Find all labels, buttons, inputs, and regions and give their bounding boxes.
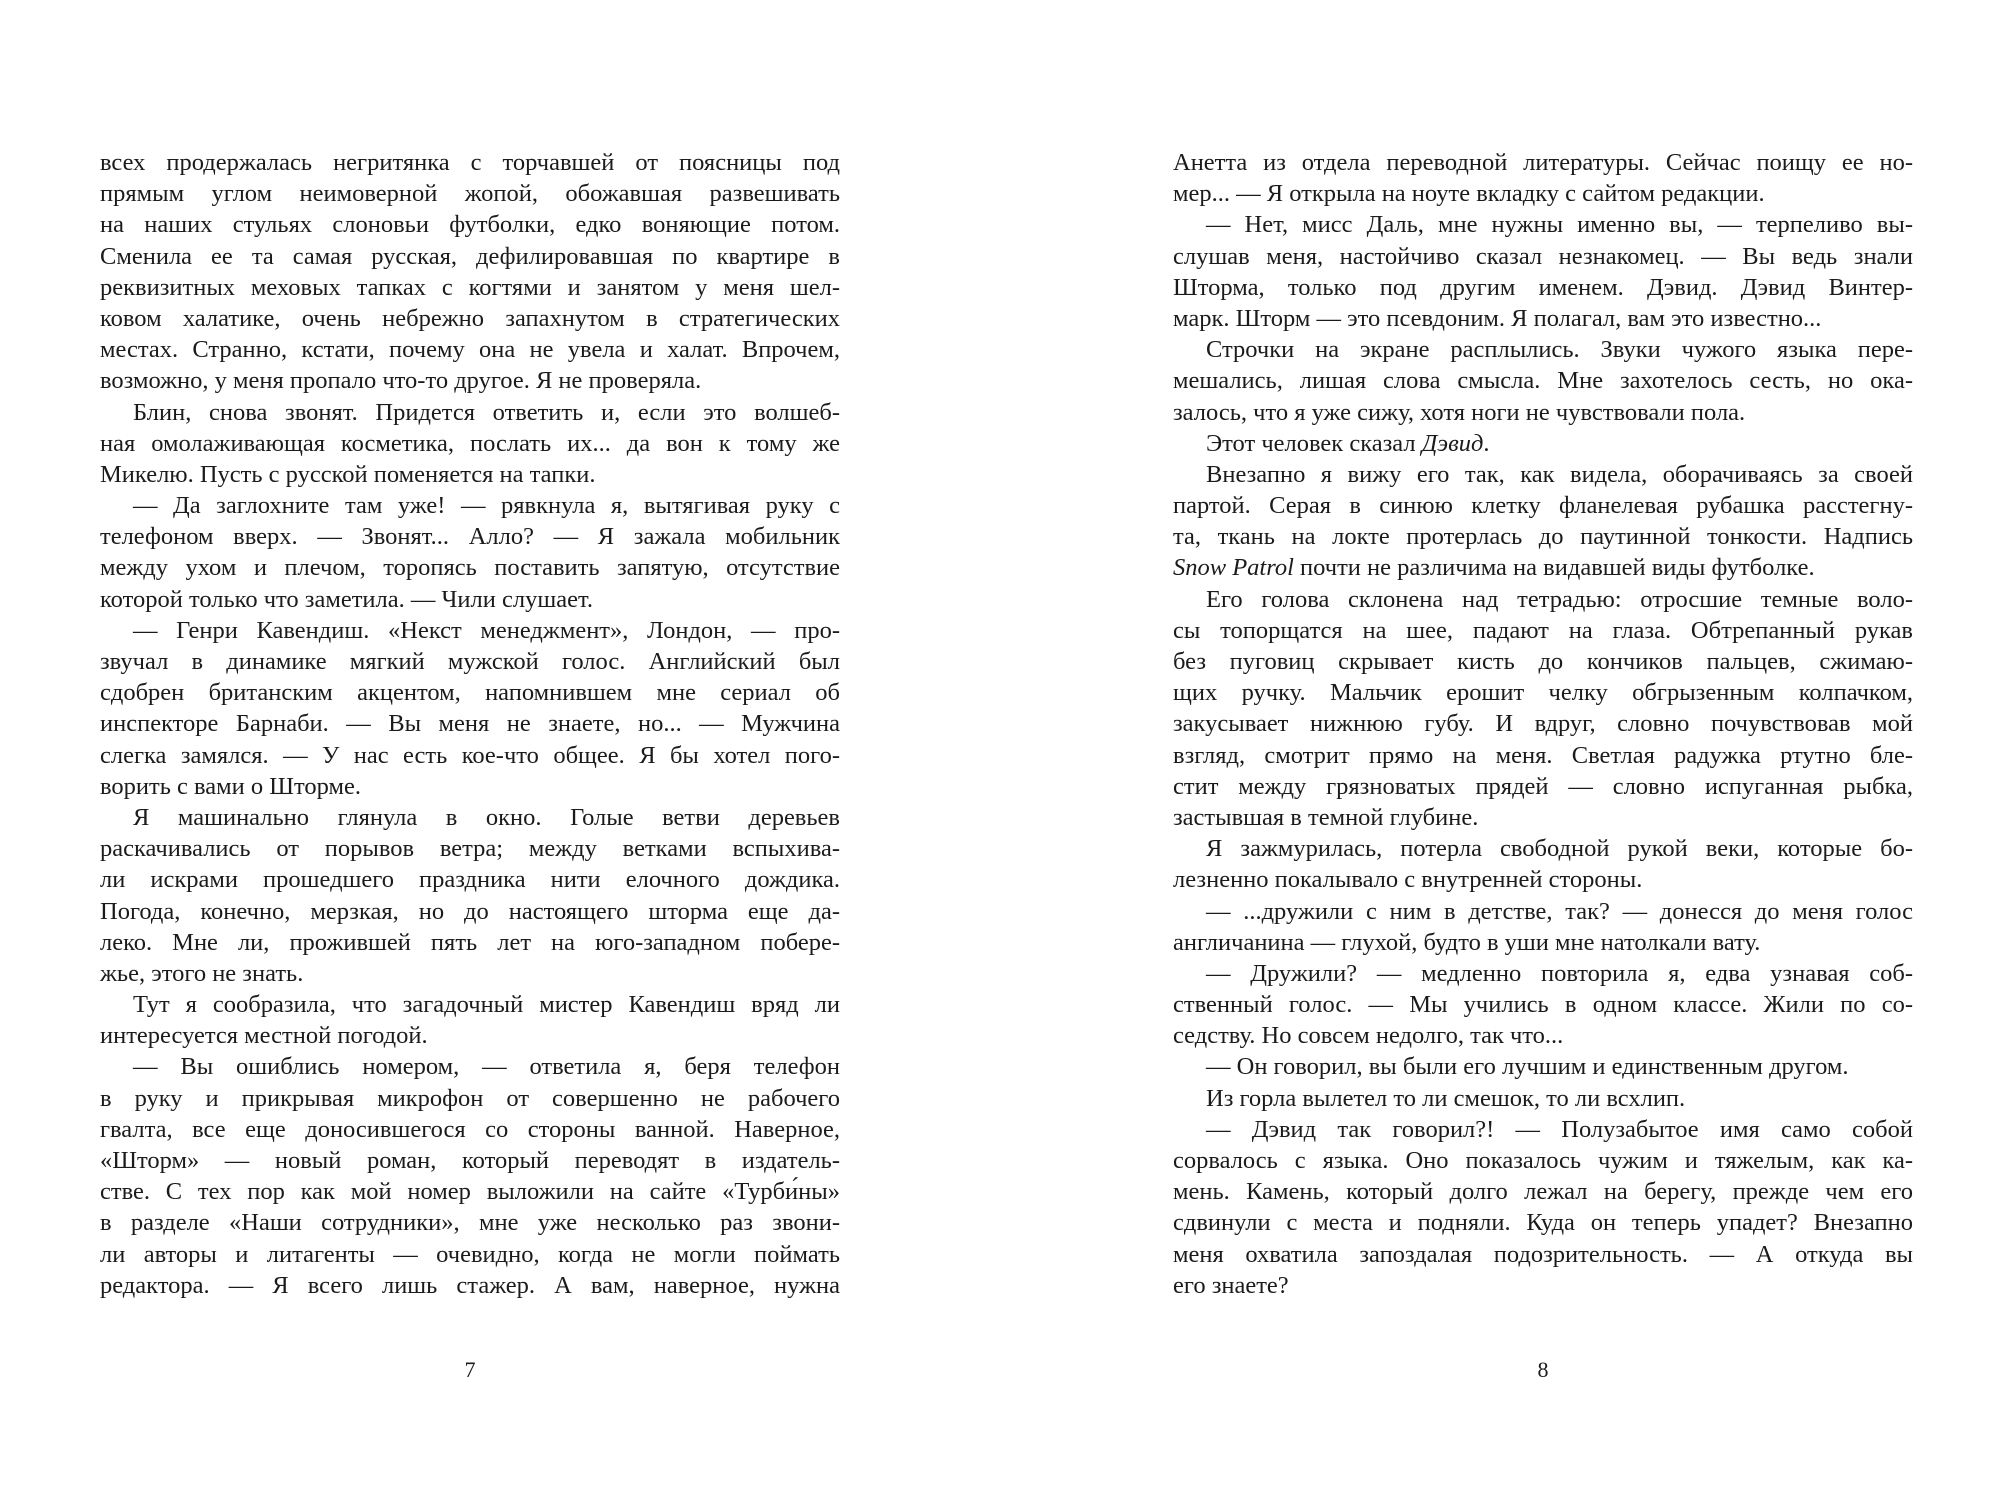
line-text: Строчки на экране расплылись. Звуки чужого языка пере- [1206,336,1913,364]
text-line [100,178,840,209]
text-line [100,1083,840,1114]
line-text: сы топорщатся на шее, падают на глаза. Обтрепанный рукав [1173,616,1913,644]
line-text: сдвинули с места и подняли. Куда он теперь упадет? Внезапно [1173,1209,1913,1237]
text-line [1173,1051,1913,1082]
line-text: раскачивались от порывов ветра; между ветками вспыхива- [100,835,840,863]
line-text: Анетта из отдела переводной литературы. Сейчас поищу ее но- [1173,149,1913,176]
line-text: залось, что я уже сижу, хотя ноги не чувствовали пола. [1173,398,1746,426]
text-line [100,1145,840,1176]
text-line [1173,459,1913,490]
line-text: слушав меня, настойчиво сказал незнакомец. — Вы ведь знали [1173,242,1913,270]
text-line [100,303,840,334]
line-text: редактора. — Я всего лишь стажер. А вам, наверное, нужна [100,1271,840,1299]
text-line [100,646,840,677]
line-text: взгляд, смотрит прямо на меня. Светлая радужка ртутно бле- [1173,741,1913,769]
line-text: — Дружили? — медленно повторила я, едва узнавая соб- [1206,959,1913,987]
text-line [100,365,840,396]
text-line [1173,771,1913,802]
line-text: — Он говорил, вы были его лучшим и единственным другом. [1206,1053,1849,1081]
text-line [1173,615,1913,646]
line-text: в разделе «Наши сотрудники», мне уже несколько раз звони- [100,1209,840,1237]
text-line [100,896,840,927]
text-line [100,209,840,240]
line-text: гвалта, все еще доносившегося со стороны ванной. Наверное, [100,1115,840,1143]
line-text: ковом халатике, очень небрежно запахнутом в стратегических [100,304,840,332]
line-text: стве. С тех пор как мой номер выложили на сайте «Турби́ны» [100,1178,840,1206]
text-line [1173,209,1913,240]
line-text: ворить с вами о Шторме. [100,772,361,800]
line-text: интересуется местной погодой. [100,1022,428,1050]
line-text: в руку и прикрывая микрофон от совершенно не рабочего [100,1084,840,1112]
line-text: — ...дружили с ним в детстве, так? — донесся до меня голос [1206,897,1913,925]
line-text: Этот человек сказал [1206,429,1422,457]
text-line [100,334,840,365]
line-text: — Дэвид так говорил?! — Полузабытое имя само собой [1206,1115,1913,1143]
line-text: ственный голос. — Мы учились в одном классе. Жили по со- [1173,991,1913,1019]
text-line [1173,365,1913,396]
text-line [1173,1239,1913,1270]
text-line [100,428,840,459]
line-text: — Вы ошиблись номером, — ответила я, беря телефон [133,1053,840,1081]
text-line [1173,397,1913,428]
line-text: прямым углом неимоверной жопой, обожавшая развешивать [100,180,840,208]
line-text: Шторма, только под другим именем. Дэвид. Дэвид Винтер- [1173,273,1913,301]
text-line [100,272,840,303]
text-line [100,521,840,552]
line-text: ли искрами прошедшего праздника нити елочного дождика. [100,866,840,894]
text-line [1173,490,1913,521]
line-text: звучал в динамике мягкий мужской голос. Английский был [100,648,840,675]
line-text: реквизитных меховых тапках с когтями и занятом у меня шел- [100,273,840,301]
text-line [1173,989,1913,1020]
line-text: Сменила ее та самая русская, дефилировавшая по квартире в [100,242,840,270]
text-line [100,552,840,583]
text-line [1173,428,1913,459]
line-text: щих ручку. Мальчик ерошит челку обгрызенным колпачком, [1173,679,1913,707]
text-line [1173,677,1913,708]
text-line [1173,1083,1913,1114]
text-line [100,1176,840,1207]
text-line [1173,303,1913,334]
right-page-number: 8 [1537,1357,1549,1382]
text-line [1173,1114,1913,1145]
italic-text: Дэвид [1421,429,1484,457]
text-line [1173,552,1913,583]
line-text: сдобрен британским акцентом, напомнившем мне сериал об [100,679,840,707]
text-line [100,833,840,864]
line-text: лезненно покалывало с внутренней стороны. [1173,866,1643,894]
text-line [100,1020,840,1051]
text-line [1173,178,1913,209]
text-line [100,927,840,958]
text-line [1173,1020,1913,1051]
line-text: седству. Но совсем недолго, так что... [1173,1022,1564,1050]
text-line [1173,802,1913,833]
line-text: почти не различима на видавшей виды футболке. [1293,554,1815,582]
text-line [1173,1176,1913,1207]
line-text: партой. Серая в синюю клетку фланелевая рубашка расстегну- [1173,492,1913,520]
text-line [100,802,840,833]
line-text: ли авторы и литагенты — очевидно, когда не могли поймать [100,1240,840,1268]
line-text: местах. Странно, кстати, почему она не увела и халат. Впрочем, [100,336,840,364]
left-page-number: 7 [464,1357,476,1382]
text-line [100,615,840,646]
right-page-body [1173,147,1913,1301]
line-text: сорвалось с языка. Оно показалось чужим и тяжелым, как ка- [1173,1147,1913,1174]
text-line [1173,708,1913,739]
line-text: на наших стульях слоновьи футболки, едко воняющие потом. [100,211,840,239]
text-line [1173,334,1913,365]
text-line [100,490,840,521]
line-text: та, ткань на локте протерлась до паутинной тонкости. Надпись [1173,523,1913,551]
text-line [1173,833,1913,864]
line-text: Погода, конечно, мерзкая, но до настоящего шторма еще да- [100,897,840,925]
text-line [100,584,840,615]
left-page-body [100,147,840,1301]
text-line [1173,147,1913,178]
text-line [100,147,840,178]
text-line [100,1114,840,1145]
text-line [1173,958,1913,989]
text-line [1173,584,1913,615]
text-line [100,1051,840,1082]
line-text: Из горла вылетел то ли смешок, то ли всхлип. [1206,1084,1686,1112]
text-line [100,1207,840,1238]
line-text: Тут я сообразила, что загадочный мистер Кавендиш вряд ли [133,991,840,1019]
italic-text: Snow Patrol [1173,554,1294,582]
line-text: стит между грязноватых прядей — словно испуганная рыбка, [1173,772,1913,800]
text-line [100,1239,840,1270]
line-text: мень. Камень, который долго лежал на берегу, прежде чем его [1173,1178,1913,1206]
text-line [100,740,840,771]
line-text: телефоном вверх. — Звонят... Алло? — Я зажала мобильник [100,523,840,551]
line-text: закусывает нижнюю губу. И вдруг, словно почувствовав мой [1173,710,1913,738]
text-line [1173,896,1913,927]
text-line [1173,646,1913,677]
line-text: Его голова склонена над тетрадью: отросшие темные воло- [1206,585,1913,613]
line-text: англичанина — глухой, будто в уши мне натолкали вату. [1173,928,1761,956]
text-line [100,958,840,989]
line-text: которой только что заметила. — Чили слушает. [100,585,593,613]
text-line [100,771,840,802]
line-text: всех продержалась негритянка с торчавшей от поясницы под [100,149,840,176]
line-text: слегка замялся. — У нас есть кое-что общее. Я бы хотел пого- [100,741,840,769]
text-line [1173,1270,1913,1301]
line-text: Внезапно я вижу его так, как видела, оборачиваясь за своей [1206,460,1913,488]
line-text: Я машинально глянула в окно. Голые ветви деревьев [133,803,840,831]
text-line [1173,864,1913,895]
text-line [100,989,840,1020]
text-line [1173,241,1913,272]
line-text: марк. Шторм — это псевдоним. Я полагал, вам это известно... [1173,304,1822,332]
line-text: Я зажмурилась, потерла свободной рукой веки, которые бо- [1206,835,1913,863]
text-line [100,459,840,490]
line-text: «Шторм» — новый роман, который переводят в издатель- [100,1147,840,1174]
text-line [1173,1145,1913,1176]
text-line [1173,1207,1913,1238]
line-text: мер... — Я открыла на ноуте вкладку с сайтом редакции. [1173,180,1765,208]
line-text: без пуговиц скрывает кисть до кончиков пальцев, сжимаю- [1173,648,1913,675]
line-text: мешались, лишая слова смысла. Мне захотелось сесть, но ока- [1173,367,1913,395]
text-line [1173,272,1913,303]
line-text: жье, этого не знать. [100,959,304,987]
line-text: — Да заглохните там уже! — рявкнула я, вытягивая руку с [133,492,840,520]
line-text: — Нет, мисс Даль, мне нужны именно вы, — терпеливо вы- [1206,211,1913,239]
text-line [100,1270,840,1301]
line-text: застывшая в темной глубине. [1173,803,1479,831]
line-text: между ухом и плечом, торопясь поставить запятую, отсутствие [100,554,840,582]
line-text: Блин, снова звонят. Придется ответить и, если это волшеб- [133,398,840,426]
text-line [100,677,840,708]
line-text: меня охватила запоздалая подозрительность. — А откуда вы [1173,1240,1913,1268]
line-text: ная омолаживающая косметика, послать их... да вон к тому же [100,429,840,457]
line-text: инспекторе Барнаби. — Вы меня не знаете, но... — Мужчина [100,710,840,738]
text-line [100,864,840,895]
text-line [1173,927,1913,958]
line-text: леко. Мне ли, прожившей пять лет на юго-западном побере- [100,928,840,956]
line-text: . [1483,429,1490,457]
text-line [1173,740,1913,771]
line-text: возможно, у меня пропало что-то другое. Я не проверяла. [100,367,702,395]
text-line [100,241,840,272]
line-text: Микелю. Пусть с русской поменяется на тапки. [100,460,596,488]
line-text: — Генри Кавендиш. «Некст менеджмент», Лондон, — про- [133,616,840,644]
text-line [1173,521,1913,552]
text-line [100,397,840,428]
text-line [100,708,840,739]
line-text: его знаете? [1173,1271,1289,1299]
